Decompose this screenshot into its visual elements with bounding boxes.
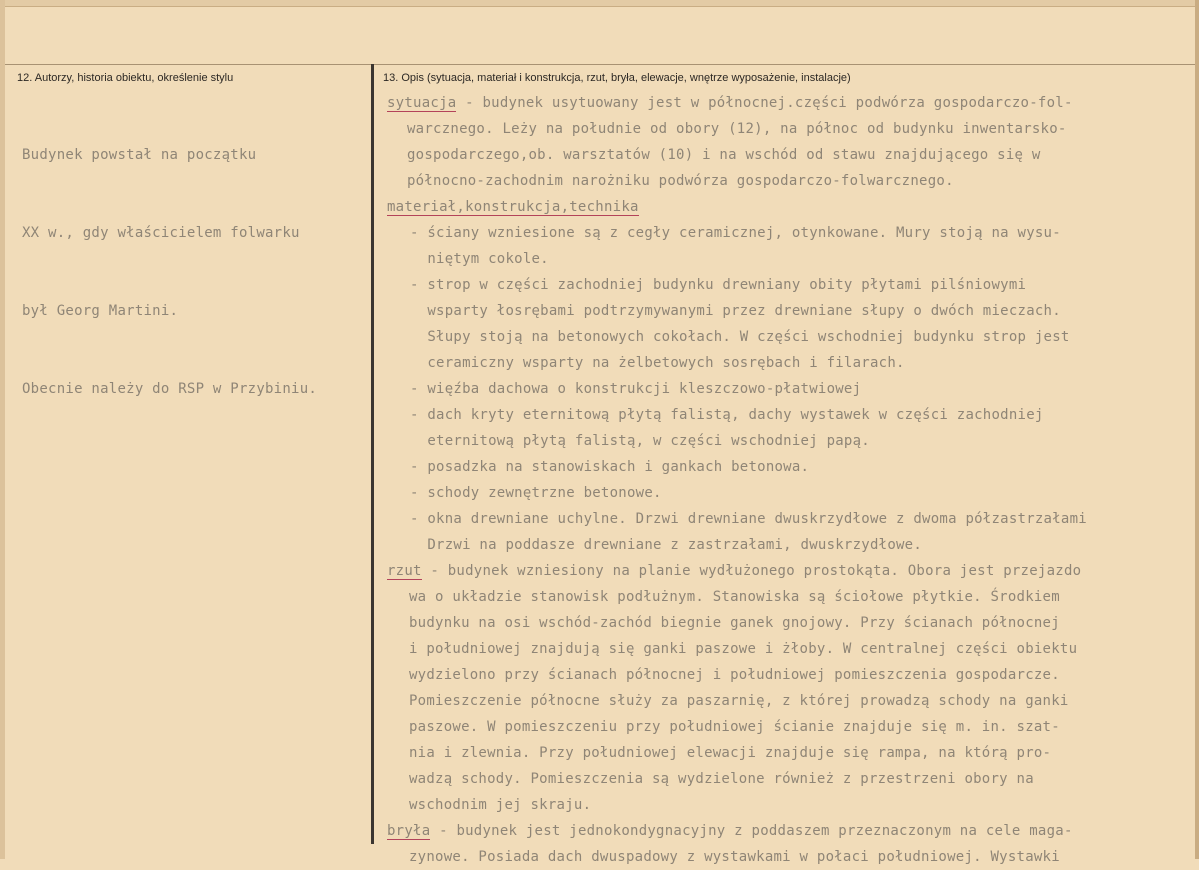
line-text: wschodnim jej skraju. bbox=[409, 797, 592, 813]
section-13-line bbox=[410, 350, 905, 376]
section-13-line bbox=[409, 844, 1060, 870]
column-divider bbox=[371, 64, 374, 844]
section-13-line bbox=[409, 740, 1051, 766]
section-13-line bbox=[409, 688, 1069, 714]
line-text: paszowe. W pomieszczeniu przy południowej ścianie znajduje się m. in. szat- bbox=[409, 719, 1060, 735]
section-13-line bbox=[410, 324, 1070, 350]
line-text: Słupy stoją na betonowych cokołach. W części wschodniej budynku strop jest bbox=[410, 329, 1070, 345]
line-text: - posadzka na stanowiskach i gankach betonowa. bbox=[410, 459, 810, 475]
section-13-line bbox=[410, 480, 662, 506]
section-12-text bbox=[22, 90, 317, 428]
line-text: wa o układzie stanowisk podłużnym. Stanowiska są ściołowe płytkie. Środkiem bbox=[409, 589, 1060, 605]
card-right-edge bbox=[1195, 0, 1199, 859]
section-13-line bbox=[407, 168, 954, 194]
section-13-heading: 13. Opis (sytuacja, materiał i konstrukcja, rzut, bryła, elewacje, wnętrze wyposażenie, instalacje) bbox=[383, 72, 851, 84]
line-text: - dach kryty eternitową płytą falistą, dachy wystawek w części zachodniej bbox=[410, 407, 1044, 423]
section-13-line bbox=[410, 402, 1044, 428]
section-13-line bbox=[410, 532, 922, 558]
section-13-line bbox=[407, 116, 1067, 142]
line-text: - budynek wzniesiony na planie wydłużonego prostokąta. Obora jest przejazdo bbox=[421, 563, 1082, 579]
line-text: ceramiczny wsparty na żelbetowych sosrębach i filarach. bbox=[410, 355, 905, 371]
section-13-line bbox=[409, 636, 1077, 662]
line-text: wadzą schody. Pomieszczenia są wydzielone również z przestrzeni obory na bbox=[409, 771, 1034, 787]
line-text: gospodarczego,ob. warsztatów (10) i na wschód od stawu znajdującego się w bbox=[407, 147, 1041, 163]
card-left-edge bbox=[0, 0, 5, 859]
line-text: - budynek usytuowany jest w północnej.części podwórza gospodarczo-fol- bbox=[456, 95, 1073, 111]
section-13-line bbox=[410, 428, 870, 454]
line-text: północno-zachodnim narożniku podwórza gospodarczo-folwarcznego. bbox=[407, 173, 954, 189]
section-12-line: XX w., gdy właścicielem folwarku bbox=[22, 225, 300, 241]
line-text: eternitową płytą falistą, w części wschodniej papą. bbox=[410, 433, 870, 449]
section-13-line bbox=[410, 376, 861, 402]
section-13-line bbox=[409, 714, 1060, 740]
section-label: sytuacja bbox=[387, 95, 457, 111]
section-12-line: Budynek powstał na początku bbox=[22, 147, 257, 163]
section-12-line: Obecnie należy do RSP w Przybiniu. bbox=[22, 381, 318, 397]
section-13-line bbox=[410, 220, 1061, 246]
header-rule bbox=[5, 64, 1195, 65]
section-13-line bbox=[410, 272, 1026, 298]
section-13-line bbox=[387, 194, 639, 220]
line-text: Pomieszczenie północne służy za paszarnię, z której prowadzą schody na ganki bbox=[409, 693, 1069, 709]
line-text: Drzwi na poddasze drewniane z zastrzałami, dwuskrzydłowe. bbox=[410, 537, 923, 553]
section-13-line bbox=[409, 662, 1060, 688]
section-label: rzut bbox=[387, 563, 422, 579]
line-text: nia i zlewnia. Przy południowej elewacji znajduje się rampa, na którą pro- bbox=[409, 745, 1052, 761]
section-13-line bbox=[409, 792, 591, 818]
line-text: - budynek jest jednokondygnacyjny z poddaszem przeznaczonym na cele maga- bbox=[430, 823, 1073, 839]
section-label: materiał,konstrukcja,technika bbox=[387, 199, 639, 215]
line-text: budynku na osi wschód-zachód biegnie ganek gnojowy. Przy ścianach północnej bbox=[409, 615, 1060, 631]
line-text: - ściany wzniesione są z cegły ceramicznej, otynkowane. Mury stoją na wysu- bbox=[410, 225, 1061, 241]
line-text: i południowej znajdują się ganki paszowe i żłoby. W centralnej części obiektu bbox=[409, 641, 1078, 657]
section-13-line bbox=[409, 584, 1060, 610]
line-text: - więźba dachowa o konstrukcji kleszczowo-płatwiowej bbox=[410, 381, 862, 397]
line-text: niętym cokole. bbox=[410, 251, 549, 267]
line-text: - schody zewnętrzne betonowe. bbox=[410, 485, 662, 501]
line-text: - okna drewniane uchylne. Drzwi drewniane dwuskrzydłowe z dwoma półzastrzałami bbox=[410, 511, 1087, 527]
section-13-line bbox=[410, 454, 809, 480]
line-text: wsparty łosrębami podtrzymywanymi przez drewniane słupy o dwóch mieczach. bbox=[410, 303, 1061, 319]
section-13-line bbox=[407, 142, 1041, 168]
line-text: warcznego. Leży na południe od obory (12), na północ od budynku inwentarsko- bbox=[407, 121, 1067, 137]
section-label: bryła bbox=[387, 823, 431, 839]
section-13-line bbox=[409, 610, 1060, 636]
section-13-line bbox=[387, 558, 1081, 584]
section-13-line bbox=[387, 90, 1073, 116]
section-13-line bbox=[410, 298, 1061, 324]
line-text: - strop w części zachodniej budynku drewniany obity płytami pilśniowymi bbox=[410, 277, 1027, 293]
section-13-line bbox=[409, 766, 1034, 792]
section-13-line bbox=[410, 246, 549, 272]
line-text: wydzielono przy ścianach północnej i południowej pomieszczenia gospodarcze. bbox=[409, 667, 1060, 683]
card-top-edge bbox=[0, 0, 1199, 7]
section-12-heading: 12. Autorzy, historia obiektu, określenie stylu bbox=[17, 72, 234, 84]
section-13-line bbox=[387, 818, 1073, 844]
section-12-line: był Georg Martini. bbox=[22, 303, 179, 319]
line-text: zynowe. Posiada dach dwuspadowy z wystawkami w połaci południowej. Wystawki bbox=[409, 849, 1060, 865]
section-13-line bbox=[410, 506, 1087, 532]
